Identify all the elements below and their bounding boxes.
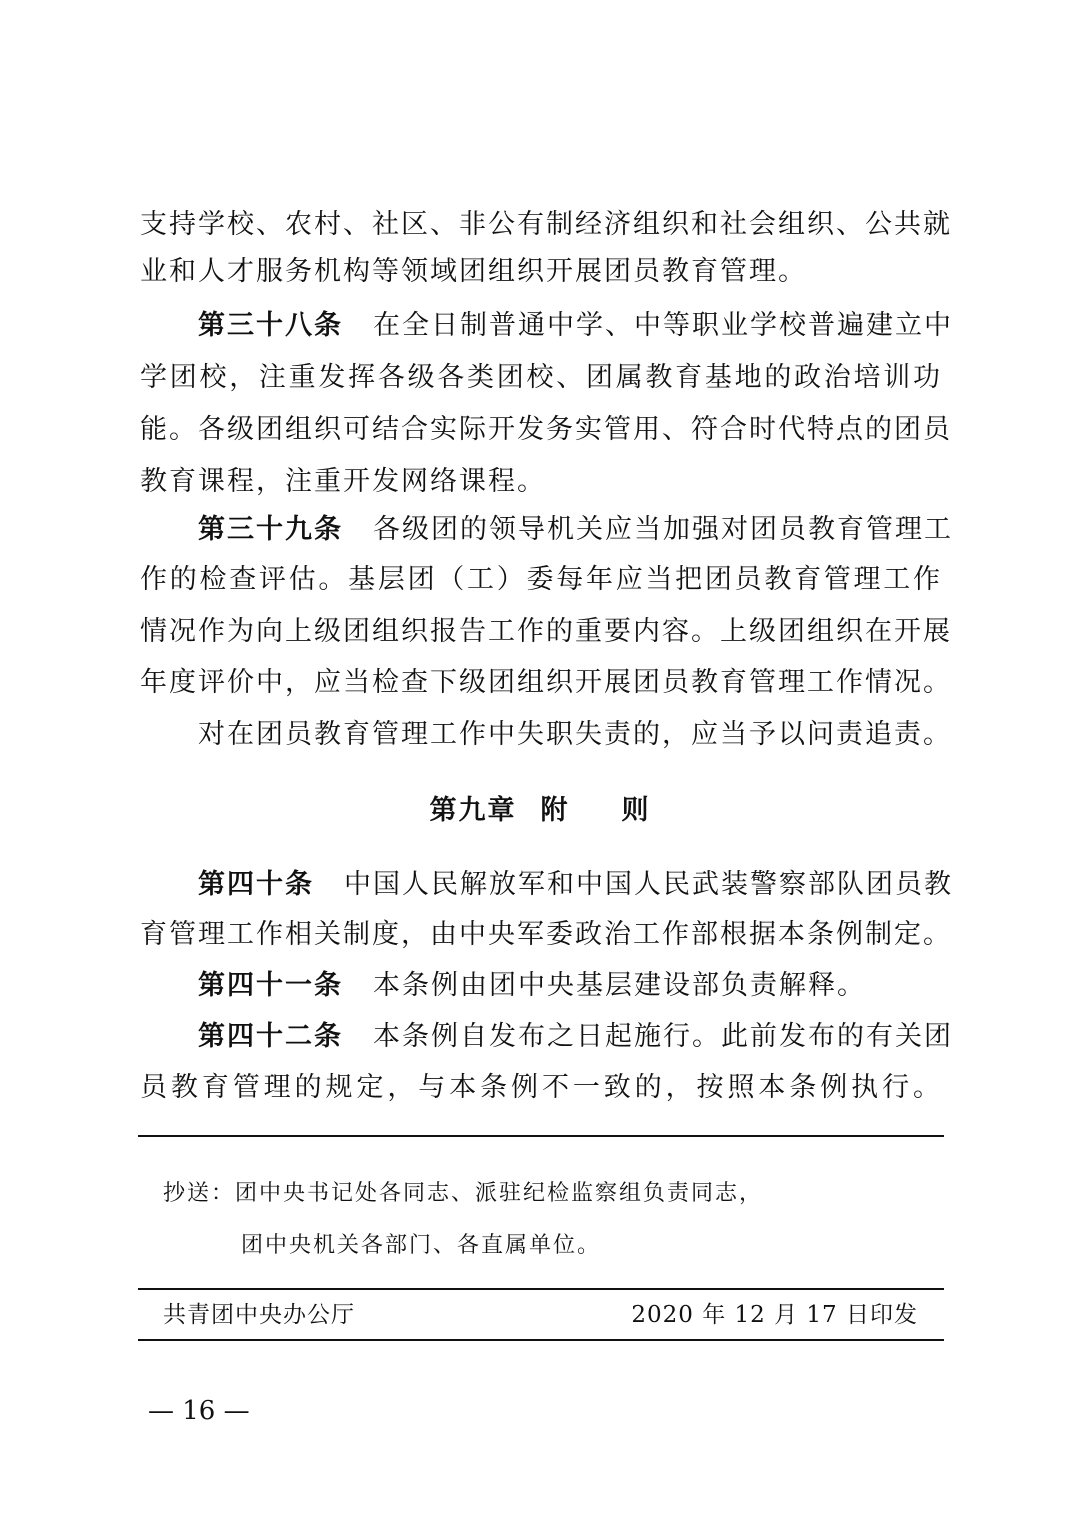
body-line: 支持学校、农村、社区、非公有制经济组织和社会组织、公共就 [140, 209, 952, 240]
article-40-line [198, 865, 953, 905]
article-40-text: 中国人民解放军和中国人民武装警察部队团员教 [344, 869, 953, 900]
article-42-heading: 第四十二条 [198, 1021, 343, 1052]
body-line: 作的检查评估。基层团（工）委每年应当把团员教育管理工作 [140, 564, 942, 595]
article-38-line [198, 306, 953, 346]
article-41-heading: 第四十一条 [198, 970, 343, 1001]
article-38-heading: 第三十八条 [198, 310, 343, 341]
body-line: 育管理工作相关制度，由中央军委政治工作部根据本条例制定。 [140, 919, 952, 950]
article-39-text: 各级团的领导机关应当加强对团员教育管理工 [373, 514, 953, 545]
body-line: 业和人才服务机构等领域团组织开展团员教育管理。 [140, 256, 807, 287]
chapter-title-2: 则 [621, 795, 651, 826]
article-42-text: 本条例自发布之日起施行。此前发布的有关团 [373, 1021, 953, 1052]
article-40-heading: 第四十条 [198, 869, 314, 900]
cc-recipients-2: 团中央机关各部门、各直属单位。 [241, 1233, 602, 1258]
body-line: 教育课程，注重开发网络课程。 [140, 466, 546, 497]
article-41-text: 本条例由团中央基层建设部负责解释。 [373, 970, 866, 1001]
page-number: — 16 — [148, 1396, 250, 1426]
article-39-line [198, 510, 953, 550]
divider [138, 1339, 944, 1341]
chapter-heading [0, 788, 1080, 827]
cc-line-1 [163, 1176, 763, 1207]
body-line: 员教育管理的规定，与本条例不一致的，按照本条例执行。 [140, 1072, 942, 1103]
article-42-line [198, 1017, 953, 1057]
body-line: 对在团员教育管理工作中失职失责的，应当予以问责追责。 [198, 719, 952, 750]
body-line: 学团校，注重发挥各级各类团校、团属教育基地的政治培训功 [140, 362, 942, 393]
body-line: 情况作为向上级团组织报告工作的重要内容。上级团组织在开展 [140, 616, 952, 647]
chapter-number: 第九章 [429, 795, 517, 826]
article-39-heading: 第三十九条 [198, 514, 343, 545]
issue-date: 2020 年 12 月 17 日印发 [631, 1302, 918, 1328]
chapter-title-1: 附 [540, 795, 570, 826]
article-41-line [198, 966, 942, 1006]
body-line: 年度评价中，应当检查下级团组织开展团员教育管理工作情况。 [140, 667, 952, 698]
body-line: 能。各级团组织可结合实际开发务实管用、符合时代特点的团员 [140, 414, 952, 445]
divider [138, 1288, 944, 1290]
issuer: 共青团中央办公厅 [163, 1302, 355, 1328]
article-38-text: 在全日制普通中学、中等职业学校普遍建立中 [373, 310, 953, 341]
cc-label: 抄送： [163, 1181, 236, 1206]
cc-recipients-1: 团中央书记处各同志、派驻纪检监察组负责同志， [235, 1181, 764, 1206]
divider [138, 1135, 944, 1137]
